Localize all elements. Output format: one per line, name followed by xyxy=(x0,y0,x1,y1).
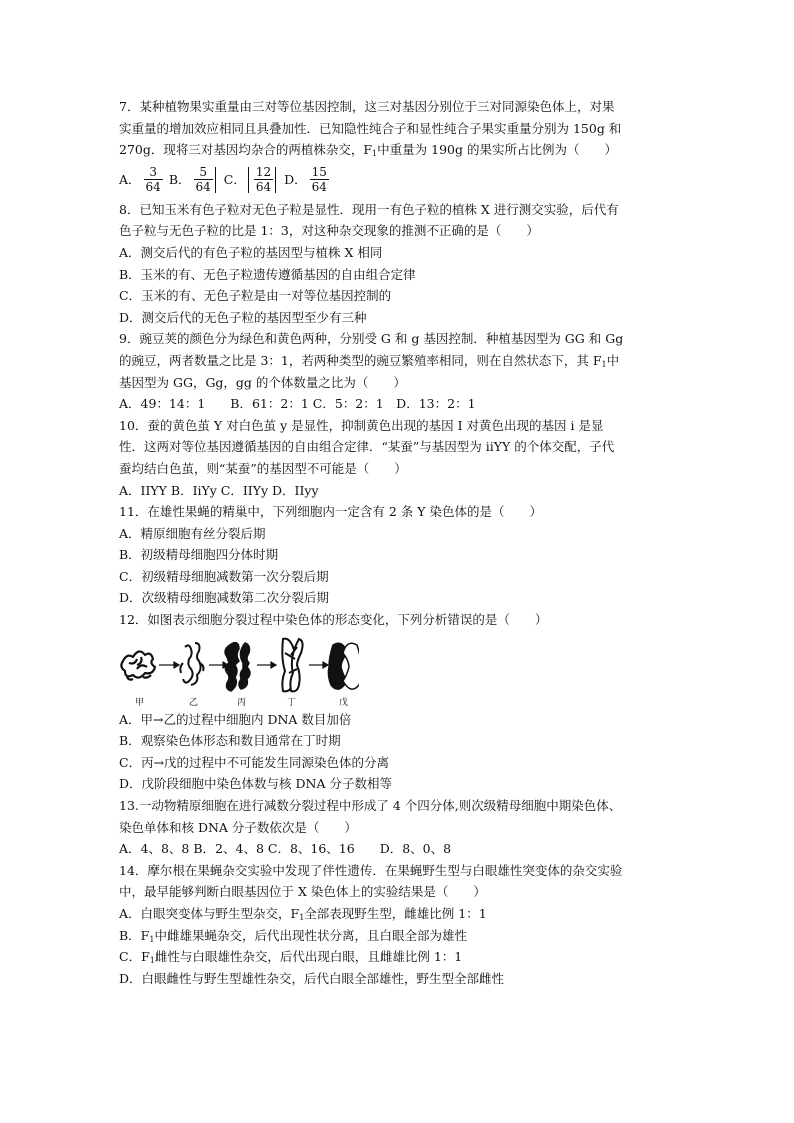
chromosome-wu xyxy=(328,643,359,689)
q7-option-d[interactable] xyxy=(284,165,329,194)
q7-option-a[interactable] xyxy=(119,165,163,194)
chromosome-diagram xyxy=(119,633,359,709)
q8-option-a[interactable]: A．测交后代的有色子粒的基因型与植株 X 相同 xyxy=(119,244,383,260)
q7-stem-line-1: 7．某种植物果实重量由三对等位基因控制，这三对基因分别位于三对同源染色体上，对果 xyxy=(119,99,615,114)
question-8 xyxy=(119,199,679,329)
option-letter: D． xyxy=(284,171,307,187)
q7-option-c[interactable] xyxy=(224,165,278,194)
q9-options[interactable]: A．49：14：1 B．61：2：1 C．5：2：1 D．13：2：1 xyxy=(119,396,476,412)
fraction xyxy=(194,165,213,194)
q13-options[interactable]: A．4、8、8 B．2、4、8 C．8、16、16 D．8、0、8 xyxy=(119,841,452,857)
q7-stem-text-tail: 中重量为 190g 的果实所占比例为（ ） xyxy=(377,142,617,158)
q12-option-c[interactable]: C．丙→戊的过程中不可能发生同源染色体的分离 xyxy=(119,754,390,770)
q14-option-a[interactable] xyxy=(119,903,679,925)
q12-stem-line-1: 12．如图表示细胞分裂过程中染色体的形态变化，下列分析错误的是（ ） xyxy=(119,612,548,628)
q7-options xyxy=(119,163,679,197)
vertical-bar xyxy=(275,167,276,193)
fraction xyxy=(310,165,329,194)
q8-option-b[interactable]: B．玉米的有、无色子粒遗传遵循基因的自由组合定律 xyxy=(119,266,416,282)
q14-option-b[interactable] xyxy=(119,925,679,947)
option-letter: A． xyxy=(119,171,141,187)
chromatin-yi xyxy=(180,643,203,685)
arrow-4 xyxy=(309,662,328,668)
q7-option-b[interactable] xyxy=(169,165,218,194)
q7-stem-line-3 xyxy=(119,139,679,161)
arrow-3 xyxy=(257,662,276,668)
q9-subscript: 1 xyxy=(601,359,607,369)
q14-option-c[interactable] xyxy=(119,946,679,968)
numerator: 12 xyxy=(255,165,272,180)
denominator: 64 xyxy=(311,180,327,195)
q11-option-c[interactable]: C．初级精母细胞减数第一次分裂后期 xyxy=(119,568,329,584)
q10-stem-line-1: 10．蚕的黄色茧 Y 对白色茧 y 是显性，抑制黄色出现的基因 I 对黄色出现的基因 i 是显 xyxy=(119,417,604,433)
q14-option-c-text-tail: 雌性与白眼雄性杂交，后代出现白眼，且雌雄比例 1：1 xyxy=(154,949,463,965)
q14-stem-line-1: 14．摩尔根在果蝇杂交实验中发现了伴性遗传．在果蝇野生型与白眼雄性突变体的杂交实验 xyxy=(119,862,623,878)
fraction xyxy=(254,165,273,194)
q8-option-d[interactable]: D．测交后代的无色子粒的基因型至少有三种 xyxy=(119,309,367,325)
question-11 xyxy=(119,501,679,609)
q9-stem-text: 的豌豆，两者数量之比是 3：1，若两种类型的豌豆繁殖率相同，则在自然状态下，其 F xyxy=(119,352,602,368)
question-list xyxy=(119,96,679,989)
q14-option-c-text: C．F xyxy=(119,949,150,965)
vertical-bar xyxy=(248,167,249,193)
label-jia: 甲 xyxy=(135,697,145,708)
label-yi: 乙 xyxy=(189,697,199,708)
question-12 xyxy=(119,609,679,795)
q8-option-c[interactable]: C．玉米的有、无色子粒是由一对等位基因控制的 xyxy=(119,288,392,304)
q7-subscript: 1 xyxy=(372,149,378,159)
numerator: 3 xyxy=(149,165,157,180)
q13-stem-line-2: 染色单体和核 DNA 分子数依次是（ ） xyxy=(119,819,357,835)
question-7 xyxy=(119,96,679,197)
q8-stem-line-2: 色子粒与无色子粒的比是 1：3，对这种杂交现象的推测不正确的是（ ） xyxy=(119,223,539,239)
question-10 xyxy=(119,415,679,501)
q12-option-b[interactable]: B．观察染色体形态和数目通常在丁时期 xyxy=(119,733,341,749)
q11-option-b[interactable]: B．初级精母细胞四分体时期 xyxy=(119,547,279,563)
chromosome-figure xyxy=(119,633,679,709)
fraction xyxy=(144,165,163,194)
question-13 xyxy=(119,795,679,860)
q14-option-a-text-tail: 全部表现野生型，雌雄比例 1：1 xyxy=(304,906,487,921)
q9-stem-text-tail: 中 xyxy=(606,352,620,368)
q7-stem-text: 270g．现将三对基因均杂合的两植株杂交，F xyxy=(119,142,373,158)
q8-stem-line-1: 8．已知玉米有色子粒对无色子粒是显性．现用一有色子粒的植株 X 进行测交实验，后代有 xyxy=(119,201,619,217)
denominator: 64 xyxy=(195,180,211,195)
question-14 xyxy=(119,860,679,990)
chromatin-jia xyxy=(121,651,155,679)
subscript: 1 xyxy=(149,934,155,944)
question-9 xyxy=(119,328,679,414)
subscript: 1 xyxy=(149,956,155,966)
q14-option-d[interactable]: D．白眼雌性与野生型雄性杂交，后代白眼全部雄性，野生型全部雌性 xyxy=(119,970,505,986)
q12-option-d[interactable]: D．戊阶段细胞中染色体数与核 DNA 分子数相等 xyxy=(119,776,392,792)
q13-stem-line-1: 13.一动物精原细胞在进行减数分裂过程中形成了 4 个四分体,则次级精母细胞中期染色体、 xyxy=(119,798,622,814)
chromosome-ding xyxy=(282,638,302,691)
label-wu: 戊 xyxy=(339,697,349,708)
label-bing: 丙 xyxy=(237,697,247,708)
option-letter: C． xyxy=(223,171,246,187)
q10-stem-line-3: 蚕均结白色茧，则“某蚕”的基因型不可能是（ ） xyxy=(119,460,407,476)
numerator: 5 xyxy=(199,165,207,180)
q9-stem-line-2 xyxy=(119,350,679,372)
q11-option-d[interactable]: D．次级精母细胞减数第二次分裂后期 xyxy=(119,590,330,606)
denominator: 64 xyxy=(145,180,161,195)
vertical-bar xyxy=(215,167,216,193)
q14-option-b-text-tail: 中雌雄果蝇杂交，后代出现性状分离，且白眼全部为雄性 xyxy=(154,927,467,943)
q11-stem-line-1: 11．在雄性果蝇的精巢中，下列细胞内一定含有 2 条 Y 染色体的是（ ） xyxy=(119,504,543,520)
q9-stem-line-1: 9．豌豆荚的颜色分为绿色和黄色两种，分别受 G 和 g 基因控制．种植基因型为 GG 和 Gg xyxy=(119,331,624,347)
denominator: 64 xyxy=(255,180,272,195)
arrow-1 xyxy=(159,662,179,668)
q12-option-a[interactable]: A．甲→乙的过程中细胞内 DNA 数目加倍 xyxy=(119,711,352,727)
q11-option-a[interactable]: A．精原细胞有丝分裂后期 xyxy=(119,525,266,541)
q9-stem-line-3: 基因型为 GG，Gg，gg 的个体数量之比为（ ） xyxy=(119,374,406,390)
q14-option-b-text: B．F xyxy=(119,927,150,943)
q10-stem-line-2: 性．这两对等位基因遵循基因的自由组合定律．“某蚕”与基因型为 iiYY 的个体交配，子代 xyxy=(119,439,615,455)
numerator: 15 xyxy=(311,165,327,180)
q10-options[interactable]: A．IIYY B．IiYy C．IIYy D．IIyy xyxy=(119,482,319,498)
q14-option-a-text: A．白眼突变体与野生型杂交，F xyxy=(119,906,300,921)
label-ding: 丁 xyxy=(287,697,297,708)
q14-stem-line-2: 中，最早能够判断白眼基因位于 X 染色体上的实验结果是（ ） xyxy=(119,884,486,900)
chromatin-bing xyxy=(225,642,250,690)
subscript: 1 xyxy=(299,913,305,922)
option-letter: B． xyxy=(168,171,191,187)
q7-stem-line-2: 实重量的增加效应相同且具叠加性．已知隐性纯合子和显性纯合子果实重量分别为 150g 和 xyxy=(119,120,622,136)
